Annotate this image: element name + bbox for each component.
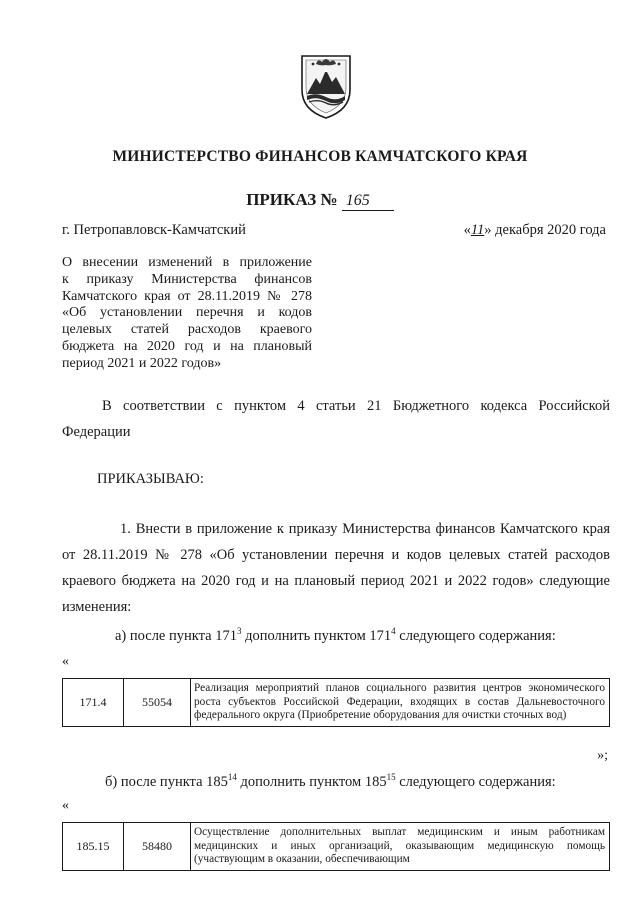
amendment-table-b <box>62 822 610 871</box>
description-cell: Осуществление дополнительных выплат медицинским и иным работникам медицинских и иных организаций, оказывающим медицинскую помощь (участвующим в оказании, обеспечивающим <box>191 823 610 871</box>
quote-close-a: »; <box>597 748 608 763</box>
orders-heading: ПРИКАЗЫВАЮ: <box>97 471 204 487</box>
subitem-b-text: следующего содержания: <box>395 774 556 790</box>
item-number-cell: 185.15 <box>63 823 124 871</box>
table-row <box>63 679 610 727</box>
table-row <box>63 823 610 871</box>
subitem-b-sup: 14 <box>227 772 237 783</box>
subject-line: О внесении изменений в приложение <box>62 255 312 270</box>
subitem-a-text: следующего содержания: <box>395 628 556 644</box>
order-prefix: ПРИКАЗ № <box>246 190 338 209</box>
amendment-table-a <box>62 678 610 727</box>
subject-line: целевых статей расходов краевого <box>62 322 312 338</box>
target-code-cell: 55054 <box>124 679 191 727</box>
subject-line: «Об установлении перечня и кодов <box>62 305 312 321</box>
date-day: 11 <box>470 222 485 238</box>
subject-line: бюджета на 2020 год и на плановый <box>62 338 312 354</box>
order-number: 165 <box>342 192 394 211</box>
legal-basis-paragraph: В соответствии с пунктом 4 статьи 21 Бюджетного кодекса Российской Федерации <box>62 398 610 440</box>
subitem-b-sup: 15 <box>386 772 396 783</box>
quote-open-b: « <box>62 798 69 813</box>
order-date <box>464 222 606 239</box>
subitem-b-text: дополнить пунктом 185 <box>236 774 387 790</box>
subitem-a-text: а) после пункта 171 <box>115 628 237 644</box>
subitem-a-sup: 4 <box>391 626 396 637</box>
order-title <box>0 190 640 211</box>
subitem-b-text: б) после пункта 185 <box>105 774 228 790</box>
subject-line: период 2021 и 2022 годов» <box>62 355 222 371</box>
quote-open-a: « <box>62 654 69 669</box>
subitem-a-sup: 3 <box>236 626 242 637</box>
subitem-a-text: дополнить пунктом 171 <box>241 628 392 644</box>
item-number-cell: 171.4 <box>63 679 124 727</box>
item-1-paragraph: 1. Внести в приложение к приказу Министерства финансов Камчатского края от 28.11.2019 № 278 «Об установлении перечня и кодов целевых статей расходов краевого бюджета на 2020 год и на плановый период 2021 и 2022 годов» следующие изменения: <box>62 521 610 615</box>
date-rest: декабря 2020 года <box>491 222 606 238</box>
order-subject <box>62 255 312 373</box>
city: г. Петропавловск-Камчатский <box>62 222 246 238</box>
description-cell: Реализация мероприятий планов социального развития центров экономического роста субъектов Российской Федерации, входящих в состав Дальневосточного федерального округа (Приобретение оборудования для очистки сточных вод) <box>191 679 610 727</box>
ministry-title: МИНИСТЕРСТВО ФИНАНСОВ КАМЧАТСКОГО КРАЯ <box>112 148 528 165</box>
subject-line: Камчатского края от 28.11.2019 № 278 <box>62 288 312 304</box>
target-code-cell: 58480 <box>124 823 191 871</box>
date-close-quote: » <box>484 222 492 238</box>
subject-line: к приказу Министерства финансов <box>62 271 312 287</box>
subitem-a <box>115 628 556 645</box>
subitem-b <box>105 774 556 791</box>
date-open-quote: « <box>463 222 471 238</box>
kamchatka-coat-of-arms-icon <box>298 50 354 120</box>
